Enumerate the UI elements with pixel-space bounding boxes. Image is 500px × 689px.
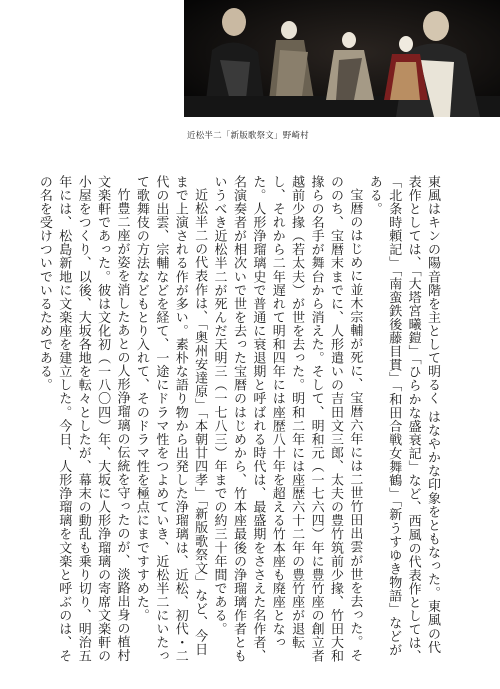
- paragraph-4: 竹豊二座が姿を消したあとの人形浄瑠璃の伝統を守ったのが、淡路出身の植村文楽軒であった。彼は文化初（一八〇四）年、大坂に人形浄瑠璃の寄席文楽軒の小屋をつくり、以後、大坂各地を転々としたが、幕末の動乱も乗り切り、明治五年には、松島新地に文楽座を建立した。今日、人形浄瑠璃を文楽と呼ぶのは、その名を受けついでいるためである。: [36, 175, 130, 663]
- bunraku-performance-image: [184, 0, 500, 117]
- paragraph-3: 近松半二の代表作は、「奥州安達原」「本朝廿四孝」「新版歌祭文」など、今日まで上演される作が多い。素朴な語り物から出発した浄瑠璃は、近松、初代・二代の出雲、宗輔などを経て、一途にドラマ性をつよめていき、近松半二にいたって歌舞伎の方法などもとり入れて、そのドラマ性を極点にまですすめた。: [133, 175, 208, 663]
- paragraph-1: 東風はキンの陽音階を主として明るく はなやかな印象をともなった。東風の代表作としては、「大塔宮曦鎧」「ひらかな盛衰記」など、西風の代表作としては、「北条時頼記」「南蛮鉄後藤目貫」「和田合戦女舞鶴」「新うすゆき物語」などがある。: [366, 175, 440, 664]
- photo-caption: 近松半二「新版歌祭文」野崎村: [187, 131, 309, 141]
- article-body: [22, 175, 442, 665]
- puppet-photo: [184, 0, 500, 117]
- paragraph-2: 宝暦のはじめに並木宗輔が死に、宝暦六年には二世竹田出雲が世を去った。そののち、宝暦末までに、人形遣いの吉田文三郎、太夫の豊竹筑前少掾、竹田大和掾らの名手が舞台から消えた。そして、明和元（一七六四）年に豊竹座の創立者越前少掾（若太夫）が世を去った。明和二年には座歴六十二年の豊竹座が退転し、それから二年遅れて明和四年には座歴八十年を超える竹本座も廃座となった。人形浄瑠璃史で普通に衰退期と呼ばれる時代は、最盛期をささえた名作者、名演奏者が相次いで世を去った宝暦のはじめから、竹本座最後の浄瑠璃作者ともいうべき近松半二が死んだ天明三（一七八三）年までの約三十年間である。: [211, 175, 363, 663]
